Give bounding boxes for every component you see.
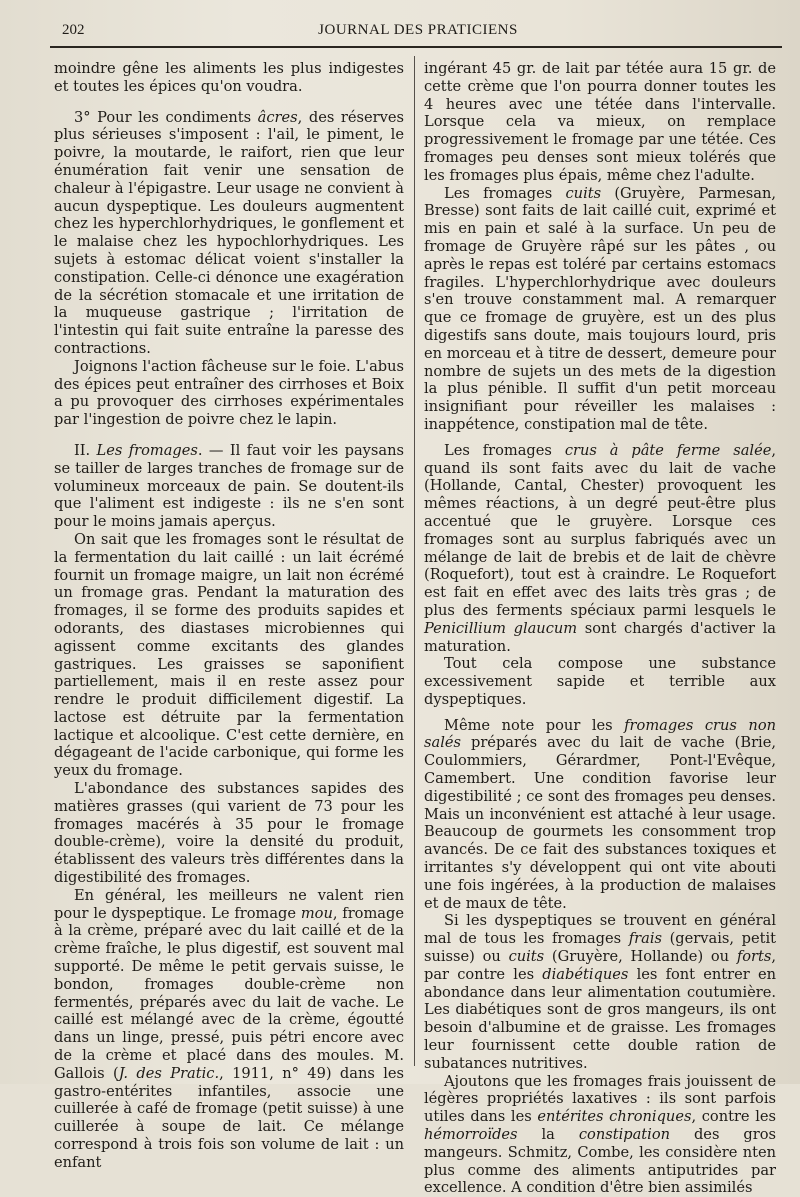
section-heading-fromages: II. Les fromages. — Il faut voir les paysans se tailler de larges tranches de fromage sur de volumineux morceaux de pain. Se doutent-ils que l'aliment est indigeste : ils ne s'en sont pour le moins jamais aperçus. [54,441,404,531]
paragraph: ingérant 45 gr. de lait par tétée aura 15 gr. de cette crème que l'on pourra donner toutes les 4 heures avec une tétée dans l'intervalle. Lorsque cela va mieux, on remplace progressivement le fromage par une tétée. Ces fromages peu denses sont mieux tolérés que les fromages plus épais, même chez l'adulte. [424,60,776,184]
paragraph: moindre gêne les aliments les plus indigestes et toutes les épices qu'on voudra. [54,60,404,95]
header-rule [50,46,782,48]
paragraph-condiments: 3° Pour les condiments âcres, des réserves plus sérieuses s'imposent : l'ail, le piment, le poivre, la moutarde, le raifort, rien que leur énumération fait venir une sensation de chaleur à l'épigastre. Leur usage ne convient à aucun dyspeptique. Les douleurs augmentent chez les hyperchlorhydriques, le gonflement et le malaise chez les hypochlorhydriques. Les sujets à estomac délicat voient s'installer la constipation. Celle-ci dénonce une exagération de la sécrétion stomacale et une irritation de la muqueuse gastrique ; l'irritation de l'intestin qui fait suite entraîne la paresse des contractions. [54,108,404,357]
column-divider [414,56,415,1066]
paragraph: En général, les meilleurs ne valent rien pour le dyspeptique. Le fromage mou, fromage à la crème, préparé avec du lait caillé et de la crème fraîche, le plus digestif, est souvent mal supporté. De même le petit gervais suisse, le bondon, fromages double-crème non fermentés, préparés avec du lait de vache. Le caillé est mélangé avec de la crème, égoutté dans un linge, pressé, puis pétri encore avec de la crème et placé dans des moules. M. Gallois (J. des Pratic., 1911, n° 49) dans les gastro-entérites infantiles, associe une cuillerée à café de fromage (petit suisse) à une cuillerée à soupe de lait. Ce mélange correspond à trois fois son volume de lait : un enfant [54,886,404,1171]
paragraph-fromages-non-sales: Même note pour les fromages crus non salés préparés avec du lait de vache (Brie, Coulommiers, Gérardmer, Pont-l'Evêque, Camembert. Une condition favorise leur digestibilité ; ce sont des fromages peu denses. Mais un inconvénient est attaché à leur usage. Beaucoup de gourmets les consomment trop avancés. De ce fait des substances toxiques et irritantes s'y développent qui ont vite abouti une fois ingérées, à la production de malaises et de maux de tête. [424,716,777,912]
paragraph: Joignons l'action fâcheuse sur le foie. L'abus des épices peut entraîner des cirrhoses et Boix a pu provoquer des cirrhoses expérimentales par l'ingestion de poivre chez le lapin. [54,357,404,429]
paragraph: L'abondance des substances sapides des matières grasses (qui varient de 73 pour les fromages macérés à 35 pour le fromage double-crème), voire la densité du produit, établissent des valeurs très différentes dans la digestibilité des fromages. [54,780,404,887]
journal-title: JOURNAL DES PRATICIENS [318,22,518,38]
paragraph: Tout cela compose une substance excessivement sapide et terrible aux dyspeptiques. [424,655,776,708]
paragraph-fromages-crus-sales: Les fromages crus à pâte ferme salée, quand ils sont faits avec du lait de vache (Hollande, Cantal, Chester) provoquent les mêmes réactions, à un degré peut-être plus accentué que le gruyère. Lorsque ces fromages sont au surplus fabriqués avec un mélange de lait de brebis et de lait de chèvre (Roquefort), tout est à craindre. Le Roquefort est fait en effet avec des laits très gras ; de plus des ferments spéciaux parmi lesquels le Penicillium glaucum sont chargés d'activer la maturation. [424,441,776,655]
paragraph-fromages-cuits: Les fromages cuits (Gruyère, Parmesan, Bresse) sont faits de lait caillé cuit, exprimé et mis en pain et salé à la surface. Un peu de fromage de Gruyère râpé sur les pâtes , ou après le repas est toléré par certains estomacs fragiles. L'hyperchlorhydrique avec douleurs s'en trouve constamment mal. A remarquer que ce fromage de gruyère, est un des plus digestifs sans doute, mais toujours lourd, pris en morceau et à titre de dessert, demeure pour nombre de sujets un des mets de la digestion la plus pénible. Il suffit d'un petit morceau insignifiant pour réveiller les malaises : inappétence, constipation mal de tête. [424,184,777,433]
page-number: 202 [62,22,85,38]
paragraph: On sait que les fromages sont le résultat de la fermentation du lait caillé : un lait écrémé fournit un fromage maigre, un lait non écrémé un fromage gras. Pendant la maturation des fromages, il se forme des produits sapides et odorants, des diastases microbiennes qui agissent comme excitants des glandes gastriques. Les graisses se saponifient partiellement, mais il en reste assez pour rendre le produit difficilement digestif. La lactose est détruite par la fermentation lactique et alcoolique. C'est cette dernière, en dégageant de l'acide carbonique, qui forme les yeux du fromage. [54,530,404,780]
right-column [424,60,776,1197]
paragraph-diabetiques: Si les dyspeptiques se trouvent en général mal de tous les fromages frais (gervais, petit suisse) ou cuits (Gruyère, Hollande) ou forts, par contre les diabétiques les font entrer en abondance dans leur alimentation coutumière. Les diabétiques sont de gros mangeurs, ils ont besoin d'albumine et de graisse. Les fromages leur fournissent cette double ration de subatances nutritives. [424,912,776,1072]
left-column [54,60,404,1172]
running-header [62,22,774,44]
paragraph-laxatives: Ajoutons que les fromages frais jouissent de légères propriétés laxatives : ils sont parfois utiles dans les entérites chroniques, contre les hémorroïdes la constipation des gros mangeurs. Schmitz, Combe, les considère nten plus comme des aliments antiputrides par excellence. A condition d'être bien assimilés [424,1072,776,1197]
